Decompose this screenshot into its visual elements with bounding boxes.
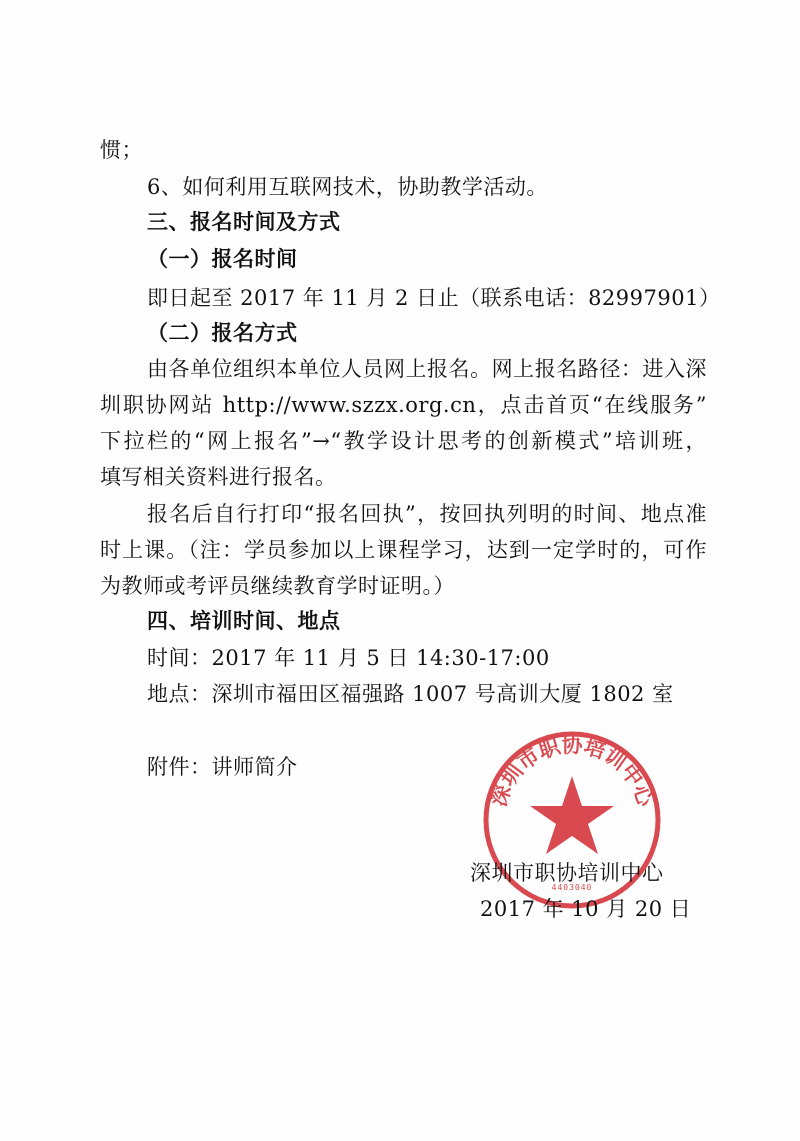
list-item-6: 6、如何利用互联网技术，协助教学活动。 — [147, 175, 548, 199]
training-place-text: 地点：深圳市福田区福强路 1007 号高训大厦 1802 室 — [147, 682, 674, 706]
subsection-title-registration-method: （二）报名方式 — [147, 321, 298, 345]
paragraph-line: 报名后自行打印“报名回执”，按回执列明的时间、地点准 — [147, 502, 707, 526]
paragraph-line: 填写相关资料进行报名。 — [100, 465, 337, 489]
paragraph-line: 圳职协网站 http://www.szzx.org.cn，点击首页“在线服务” — [100, 393, 707, 417]
section-title-registration: 三、报名时间及方式 — [147, 210, 341, 234]
paragraph-line: 时上课。（注：学员参加以上课程学习，达到一定学时的，可作 — [100, 538, 707, 562]
registration-time-text: 即日起至 2017 年 11 月 2 日止（联系电话：82997901） — [147, 286, 721, 310]
text-line: 惯； — [100, 138, 143, 162]
paragraph-line: 下拉栏的“网上报名”→“教学设计思考的创新模式”培训班， — [100, 429, 707, 453]
section-title-training-time-place: 四、培训时间、地点 — [147, 609, 341, 633]
signature-date: 2017 年 10 月 20 日 — [480, 897, 692, 921]
paragraph-line: 为教师或考评员继续教育学时证明。） — [100, 574, 455, 598]
seal-text: 深圳市职协培训中心 — [486, 733, 658, 810]
training-time-text: 时间：2017 年 11 月 5 日 14:30-17:00 — [147, 646, 550, 670]
paragraph-line: 由各单位组织本单位人员网上报名。网上报名路径：进入深 — [147, 357, 707, 381]
attachment-note: 附件：讲师简介 — [147, 755, 298, 779]
signature-organization: 深圳市职协培训中心 — [470, 861, 664, 885]
subsection-title-registration-time: （一）报名时间 — [147, 247, 298, 271]
svg-text:4403040: 4403040 — [551, 883, 593, 892]
